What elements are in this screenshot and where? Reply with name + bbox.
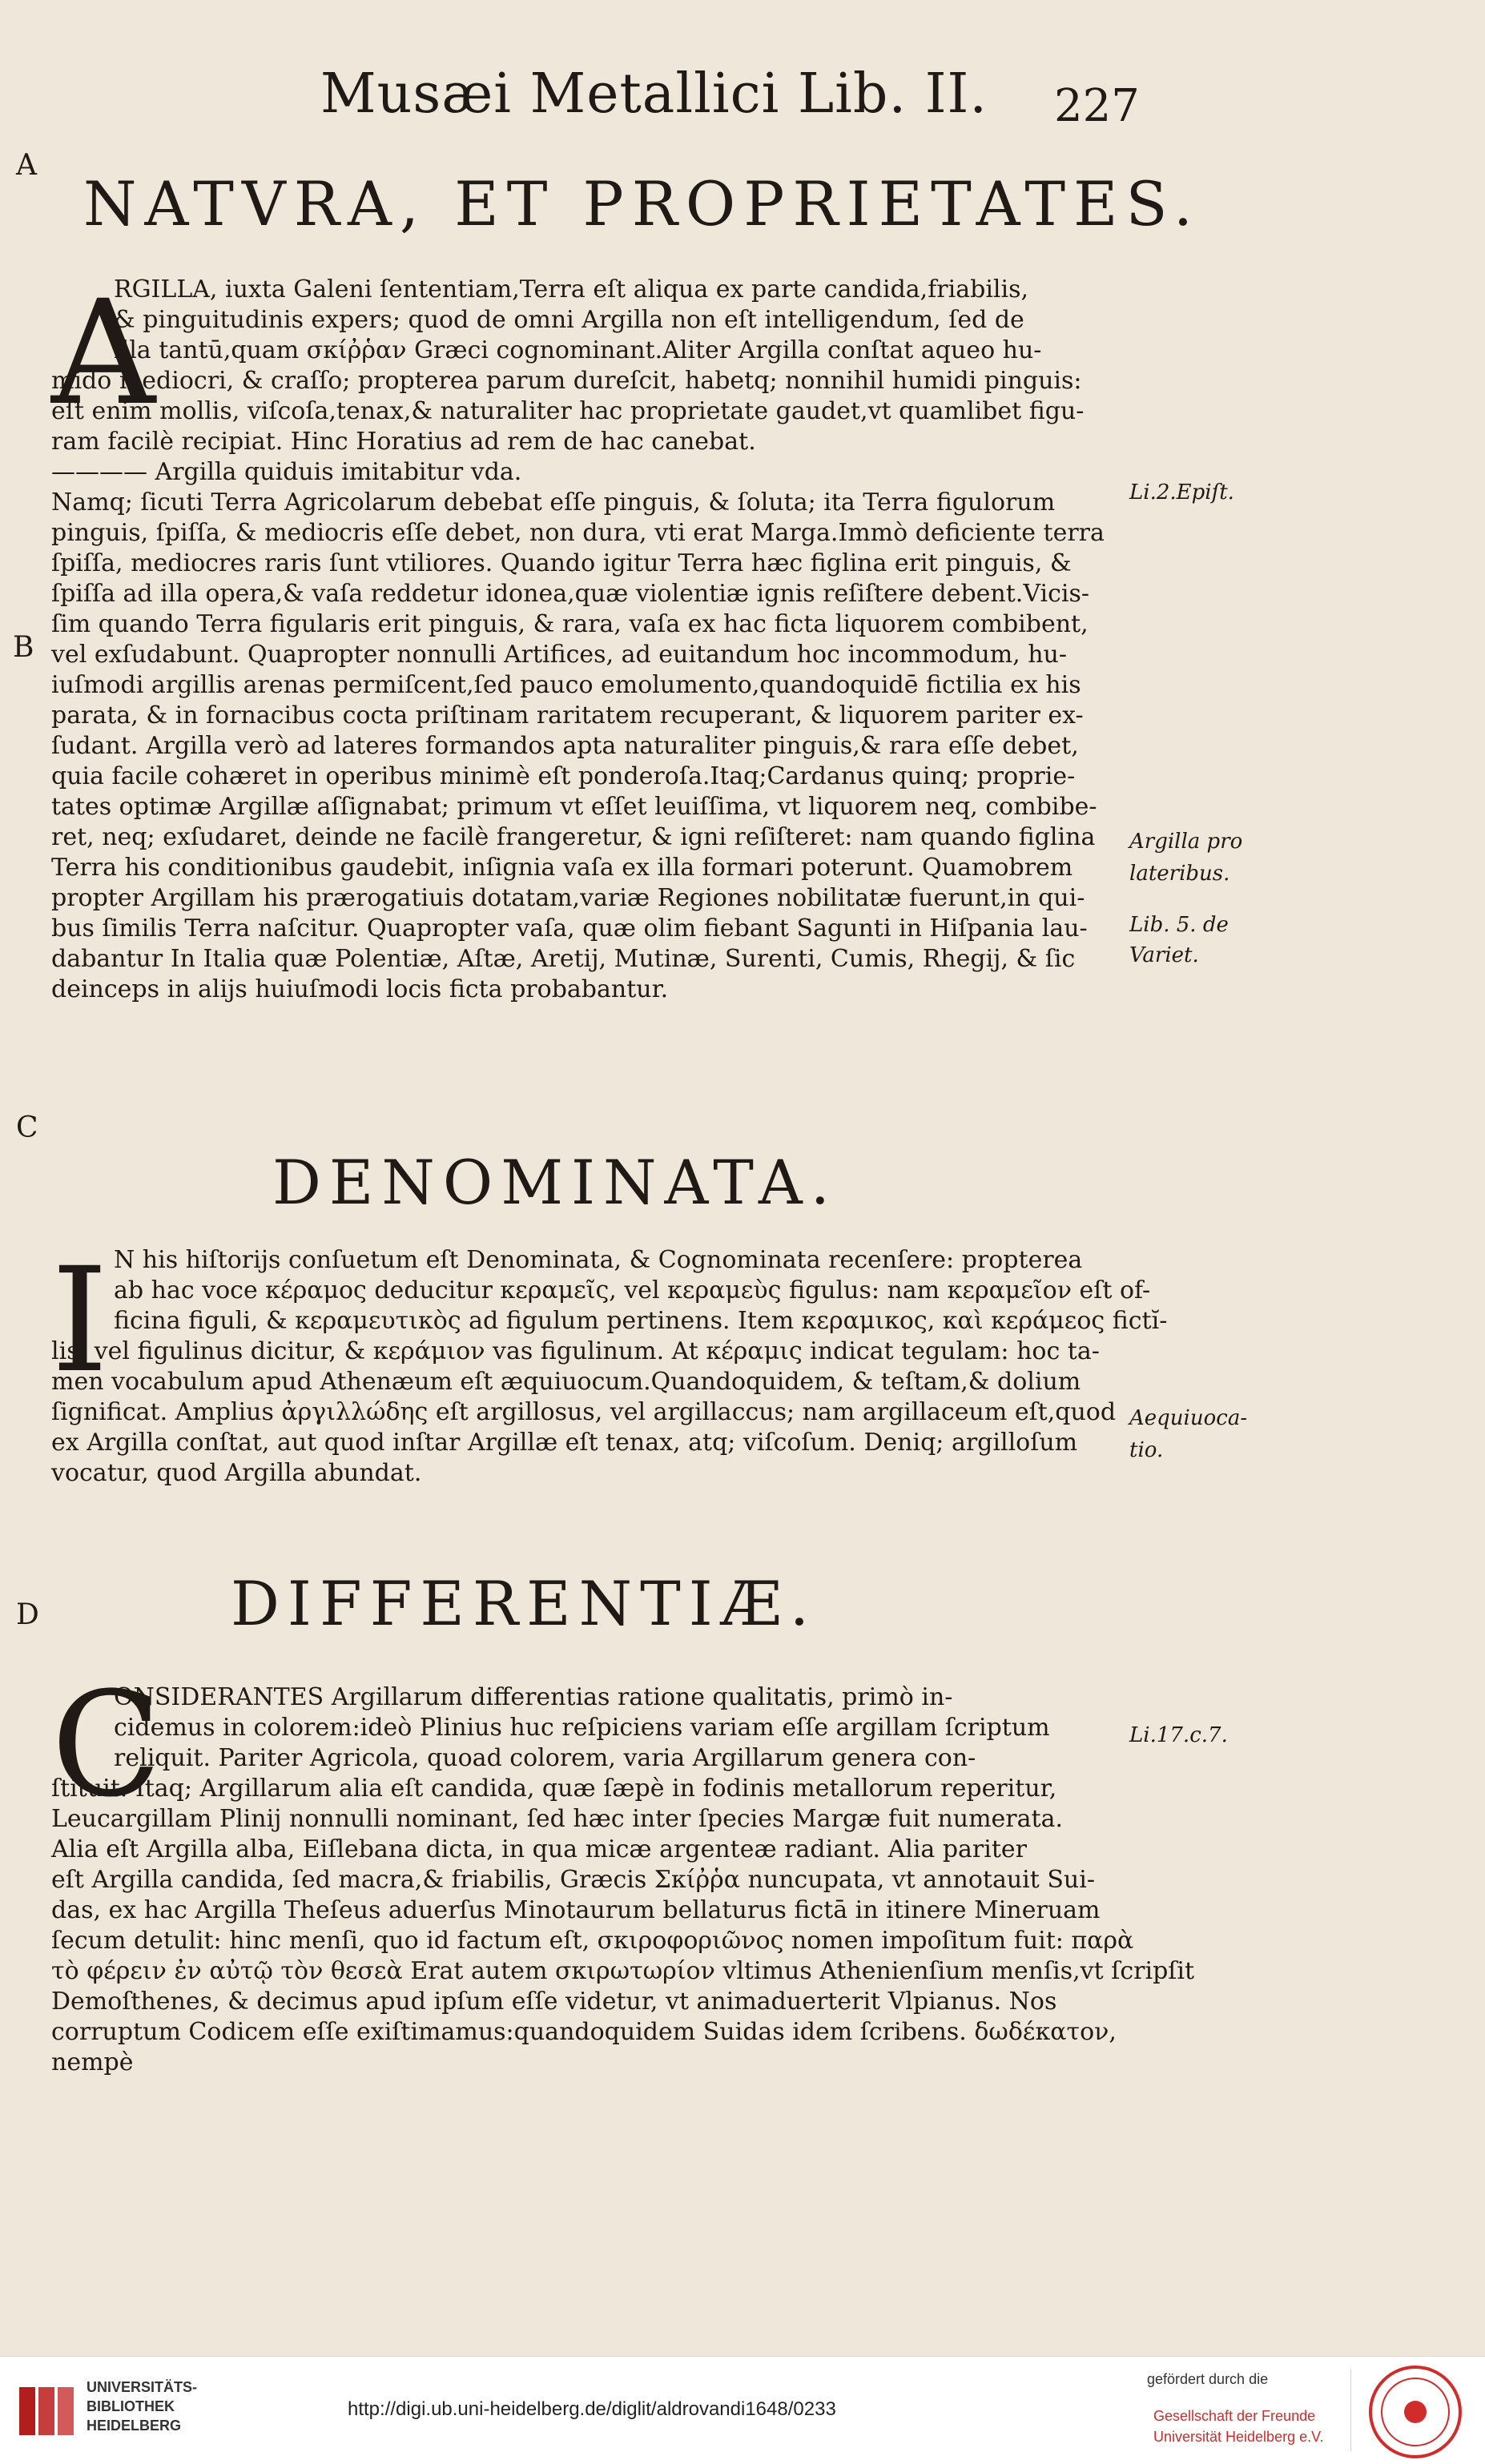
page-number: 227 <box>1054 80 1140 132</box>
text-line: ficina figuli, & κεραμευτικὸς ad figulum pertinens. Item κεραμικος, καὶ κεράμεος fictĭ- <box>114 1307 1168 1335</box>
text-line: & pinguitudinis expers; quod de omni Argilla non eſt intelligendum, ſed de <box>114 306 1024 334</box>
text-line: Demoſthenes, & decimus apud ipſum eſſe videtur, vt animaduerterit Vlpianus. Nos <box>51 1988 1057 2016</box>
margin-note: Variet. <box>1129 943 1199 967</box>
library-name-line: UNIVERSITÄTS- <box>87 2379 198 2395</box>
library-name-line: HEIDELBERG <box>87 2418 182 2434</box>
text-line: propter Argillam his prærogatiuis dotatam,variæ Regiones nobilitatæ fuerunt,in qui- <box>51 884 1085 912</box>
text-line: ſudant. Argilla verò ad lateres formandos apta naturaliter pinguis,& rara eſſe debet, <box>51 732 1079 760</box>
text-line: ab hac voce κέραμος deducitur κεραμεῖς, vel κεραμεὺς figulus: nam κεραμεῖον eſt of- <box>114 1276 1151 1304</box>
margin-note: lateribus. <box>1129 862 1230 886</box>
funded-by-label: gefördert durch die <box>1147 2371 1269 2387</box>
text-line: ———— Argilla quiduis imitabitur vda. <box>51 458 522 486</box>
section-mark-c: C <box>16 1111 38 1144</box>
dropcap-a: A <box>51 270 155 437</box>
dropcap-c: C <box>51 1662 162 1829</box>
text-line: ſim quando Terra figularis erit pinguis, & rara, vaſa ex hac ficta liquorem combibent, <box>51 610 1089 638</box>
text-line: ram facilè recipiat. Hinc Horatius ad rem de hac canebat. <box>51 428 756 456</box>
text-line: men vocabulum apud Athenæum eſt æquiuocum.Quandoquidem, & teſtam,& dolium <box>51 1368 1081 1396</box>
text-line: Terra his conditionibus gaudebit, inſignia vaſa ex illa formari poterunt. Quamobrem <box>51 854 1073 882</box>
text-line: parata, & in fornacibus cocta priſtinam raritatem recuperant, & liquorem pariter ex- <box>51 701 1084 730</box>
text-line: reliquit. Pariter Agricola, quoad colorem, varia Argillarum genera con- <box>114 1744 976 1772</box>
text-line: RGILLA, iuxta Galeni ſententiam,Terra eſt aliqua ex parte candida,friabilis, <box>114 275 1029 303</box>
text-line: ſpiſſa, mediocres raris ſunt vtiliores. Quando igitur Terra hæc figlina erit pinguis, & <box>51 549 1072 577</box>
library-name-line: BIBLIOTHEK <box>87 2398 175 2414</box>
text-line: τὸ φέρειν ἐν αὐτῷ τὸν θεσεὰ Erat autem σκιρωτωρίον vltimus Athenienſium menſis,vt ſcripſit <box>51 1957 1195 1985</box>
text-line: eſt Argilla candida, ſed macra,& friabilis, Græcis Σκίῤῥα nuncupata, vt annotauit Sui- <box>51 1866 1095 1894</box>
margin-note: Aequiuoca- <box>1129 1406 1248 1430</box>
text-line: illa tantū,quam σκίῤῥαν Græci cognominant.Aliter Argilla conſtat aqueo hu- <box>114 336 1042 364</box>
text-line: Namq; ſicuti Terra Agricolarum debebat eſſe pinguis, & ſoluta; ita Terra figulorum <box>51 488 1056 517</box>
text-line: das, ex hac Argilla Theſeus aduerſus Minotaurum bellaturus fictā in itinere Mineruam <box>51 1896 1101 1924</box>
text-line: cidemus in colorem:ideò Plinius huc reſpiciens variam eſſe argillam ſcriptum <box>114 1714 1050 1742</box>
university-seal-icon <box>1368 2365 1463 2459</box>
text-line: ſpiſſa ad illa opera,& vaſa reddetur idonea,quæ violentiæ ignis reſiſtere debent.Vicis- <box>51 580 1090 608</box>
text-line: N his hiſtorijs conſuetum eſt Denominata, & Cognominata recenſere: propterea <box>114 1246 1083 1274</box>
text-line: ſtituit. Itaq; Argillarum alia eſt candida, quæ ſæpè in fodinis metallorum reperitur, <box>51 1775 1057 1803</box>
text-line: iuſmodi argillis arenas permiſcent,ſed pauco emolumento,quandoquidē fictilia ex his <box>51 671 1081 699</box>
text-line: vocatur, quod Argilla abundat. <box>51 1459 422 1487</box>
margin-note: Argilla pro <box>1129 830 1243 854</box>
society-name-line: Gesellschaft der Freunde <box>1153 2408 1316 2424</box>
margin-note: tio. <box>1129 1438 1164 1462</box>
text-line: eſt enim mollis, viſcoſa,tenax,& naturaliter hac proprietate gaudet,vt quamlibet figu- <box>51 397 1085 425</box>
section-title-natura: NATVRA, ET PROPRIETATES. <box>83 168 1201 239</box>
footer-divider <box>1350 2370 1351 2451</box>
text-line: pinguis, ſpiſſa, & mediocris eſſe debet, non dura, vti erat Marga.Immò deficiente terra <box>51 519 1105 547</box>
society-name-line: Universität Heidelberg e.V. <box>1153 2429 1324 2445</box>
text-line: bus ſimilis Terra naſcitur. Quapropter vaſa, quæ olim fiebant Sagunti in Hiſpania lau- <box>51 914 1088 943</box>
text-line: ex Argilla conſtat, aut quod inſtar Argillæ eſt tenax, atq; viſcoſum. Deniq; argilloſum <box>51 1429 1078 1457</box>
text-line: ret, neq; exſudaret, deinde ne facilè frangeretur, & igni reſiſteret: nam quando figlina <box>51 823 1096 851</box>
source-url-link[interactable]: http://digi.ub.uni-heidelberg.de/diglit/aldrovandi1648/0233 <box>348 2398 836 2420</box>
section-mark-b: B <box>13 631 34 664</box>
library-logo-icon <box>16 2379 80 2443</box>
section-mark-a: A <box>16 149 37 182</box>
margin-note: Lib. 5. de <box>1129 913 1229 937</box>
section-title-differentiae: DIFFERENTIÆ. <box>231 1568 818 1639</box>
text-line: quia facile cohæret in operibus minimè eſt ponderoſa.Itaq;Cardanus quinq; proprie- <box>51 762 1076 790</box>
text-line: ſecum detulit: hinc menſi, quo id factum eſt, σκιροφοριῶνος nomen impoſitum fuit: παρὰ <box>51 1927 1134 1955</box>
section-title-denominata: DENOMINATA. <box>272 1147 838 1218</box>
running-header: Musæi Metallici Lib. II. <box>320 62 988 126</box>
text-line: nempè <box>51 2048 134 2076</box>
text-line: dabantur In Italia quæ Polentiæ, Aſtæ, Aretij, Mutinæ, Surenti, Cumis, Rhegij, & ſic <box>51 945 1076 973</box>
dropcap-i: I <box>51 1237 109 1405</box>
text-line: Leucargillam Plinij nonnulli nominant, ſed hæc inter ſpecies Margæ fuit numerata. <box>51 1805 1064 1833</box>
text-line: corruptum Codicem eſſe exiſtimamus:quandoquidem Suidas idem ſcribens. δωδέκατον, <box>51 2018 1117 2046</box>
text-line: tates optimæ Argillæ aſſignabat; primum vt eſſet leuiſſima, vt liquorem neq, combibe- <box>51 793 1097 821</box>
footer-bar <box>0 2356 1485 2464</box>
text-line: vel exſudabunt. Quapropter nonnulli Artifices, ad euitandum hoc incommodum, hu- <box>51 641 1067 669</box>
text-line: ONSIDERANTES Argillarum differentias ratione qualitatis, primò in- <box>114 1683 953 1711</box>
text-line: mido mediocri, & craſſo; propterea parum dureſcit, habetq; nonnihil humidi pinguis: <box>51 367 1082 395</box>
text-line: lis, vel figulinus dicitur, & κεράμιον vas figulinum. At κέραμις indicat tegulam: hoc ta- <box>51 1337 1100 1365</box>
margin-note: Li.17.c.7. <box>1129 1723 1228 1747</box>
text-line: deinceps in alijs huiuſmodi locis ficta probabantur. <box>51 975 669 1003</box>
section-mark-d: D <box>16 1598 39 1631</box>
text-line: Alia eſt Argilla alba, Eiſlebana dicta, in qua micæ argenteæ radiant. Alia pariter <box>51 1835 1028 1863</box>
margin-note: Li.2.Epiſt. <box>1129 480 1234 504</box>
text-line: ſignificat. Amplius ἀργιλλώδης eſt argillosus, vel argillaccus; nam argillaceum eſt,quod <box>51 1398 1117 1426</box>
